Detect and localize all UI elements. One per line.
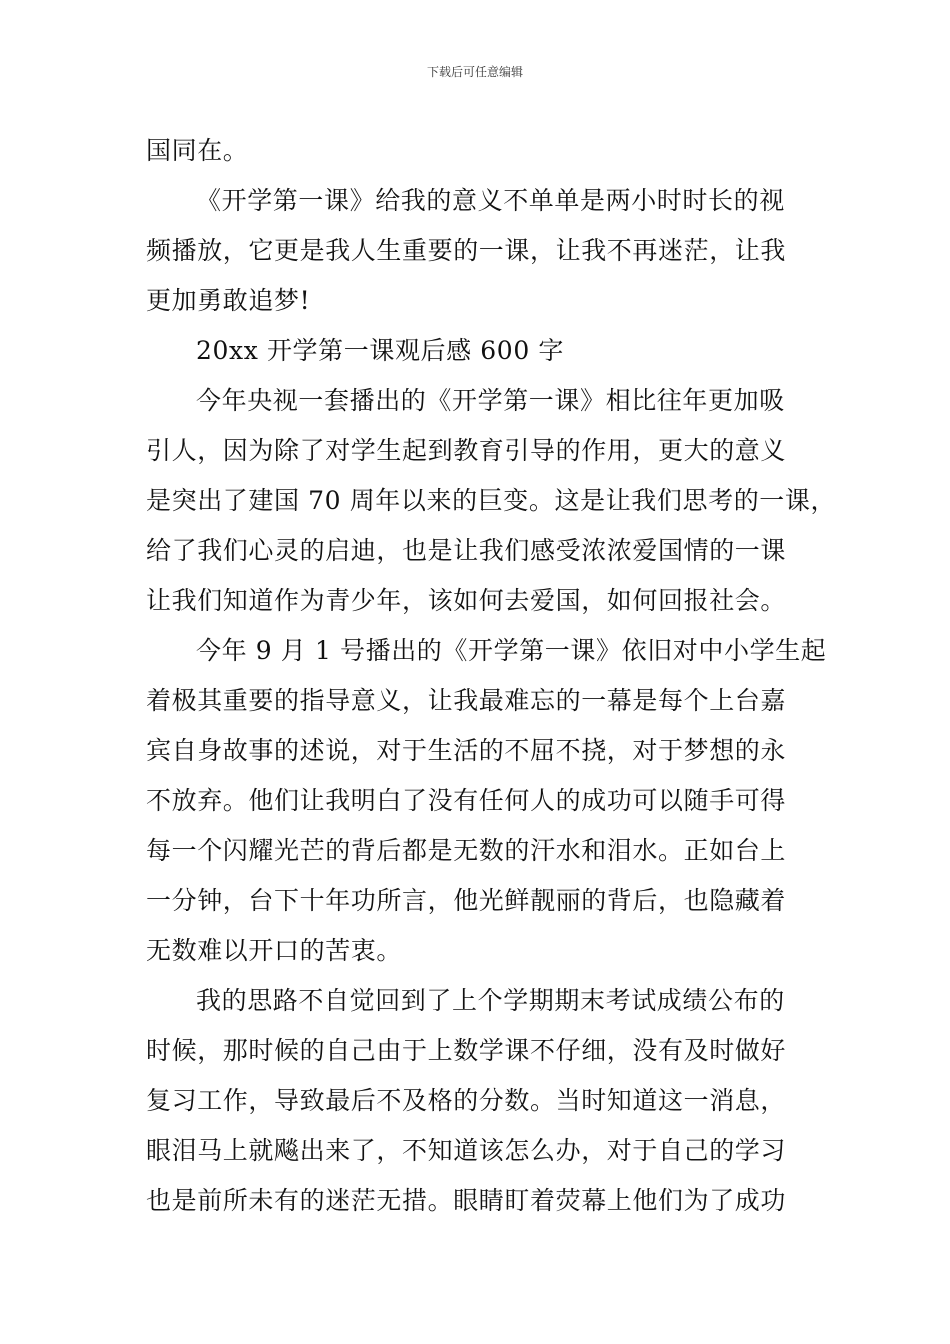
text-line: 让我们知道作为青少年，该如何去爱国，如何回报社会。 bbox=[146, 586, 787, 615]
text-line: 宾自身故事的述说，对于生活的不屈不挠，对于梦想的永 bbox=[146, 736, 787, 765]
text-line: 一分钟，台下十年功所言，他光鲜靓丽的背后，也隐藏着 bbox=[146, 886, 787, 915]
text-line: 复习工作，导致最后不及格的分数。当时知道这一消息， bbox=[146, 1086, 787, 1115]
text-line: 无数难以开口的苦衷。 bbox=[146, 936, 403, 965]
text-line: 眼泪马上就飚出来了，不知道该怎么办，对于自己的学习 bbox=[146, 1136, 787, 1165]
document-body bbox=[146, 126, 836, 1226]
text-line: 引人，因为除了对学生起到教育引导的作用，更大的意义 bbox=[146, 436, 787, 465]
text-line: 今年央视一套播出的《开学第一课》相比往年更加吸 bbox=[196, 386, 785, 415]
text-line: 也是前所未有的迷茫无措。眼睛盯着荧幕上他们为了成功 bbox=[146, 1186, 787, 1215]
text-line: 每一个闪耀光芒的背后都是无数的汗水和泪水。正如台上 bbox=[146, 836, 787, 865]
text-line: 着极其重要的指导意义，让我最难忘的一幕是每个上台嘉 bbox=[146, 686, 787, 715]
text-line: 《开学第一课》给我的意义不单单是两小时时长的视 bbox=[196, 186, 785, 215]
text-line: 我的思路不自觉回到了上个学期期末考试成绩公布的 bbox=[196, 986, 785, 1015]
text-line: 不放弃。他们让我明白了没有任何人的成功可以随手可得 bbox=[146, 786, 787, 815]
text-line: 是突出了建国 70 周年以来的巨变。这是让我们思考的一课， bbox=[146, 486, 837, 515]
text-line: 频播放，它更是我人生重要的一课，让我不再迷茫，让我 bbox=[146, 236, 787, 265]
text-line: 今年 9 月 1 号播出的《开学第一课》依旧对中小学生起 bbox=[196, 636, 827, 665]
text-line: 更加勇敢追梦! bbox=[146, 286, 311, 315]
text-line: 20xx 开学第一课观后感 600 字 bbox=[196, 336, 564, 365]
text-line: 时候，那时候的自己由于上数学课不仔细，没有及时做好 bbox=[146, 1036, 787, 1065]
text-line: 国同在。 bbox=[146, 136, 249, 165]
page-header: 下载后可任意编辑 bbox=[426, 65, 523, 79]
text-line: 给了我们心灵的启迪，也是让我们感受浓浓爱国情的一课 bbox=[146, 536, 787, 565]
